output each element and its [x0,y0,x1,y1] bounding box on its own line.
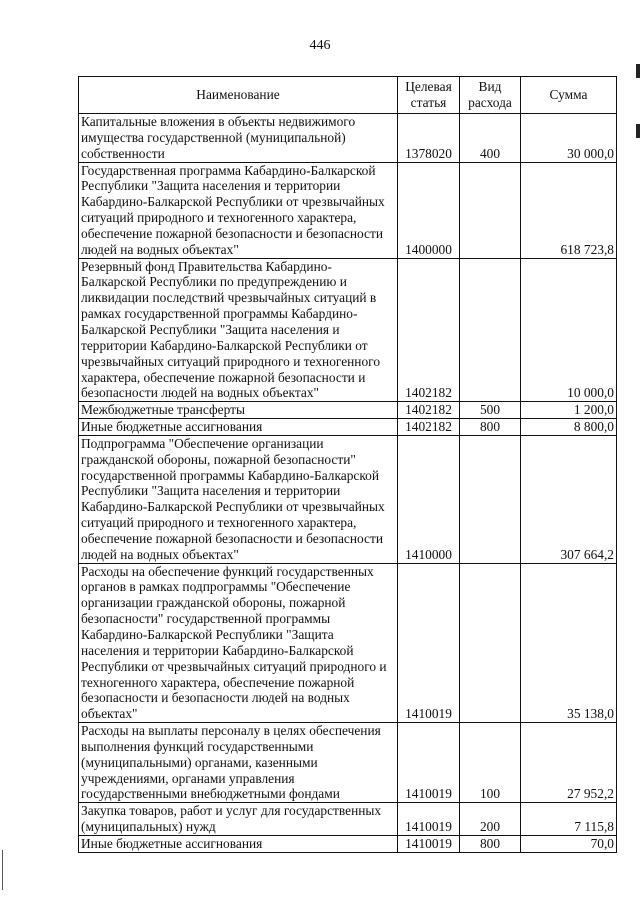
scan-margin-mark [2,850,3,890]
row-sum: 30 000,0 [521,114,617,163]
row-expense-type: 100 [460,723,521,803]
row-name: Подпрограмма "Обеспечение организации гражданской обороны, пожарной безопасности" государственной программы Кабардино-Балкарской Республики "Защита населения и территории Кабардино-Балкарской Республики от чрезвычайных ситуаций природного и техногенного характера, обеспечение пожарной безопасности и безопасности людей на водных объектах" [79,435,398,563]
header-expense-type: Вид расхода [460,77,521,114]
row-sum: 618 723,8 [521,162,617,258]
page-number: 446 [309,38,331,53]
table-row [79,803,617,836]
header-sum: Сумма [521,77,617,114]
table-row [79,563,617,722]
table-row [79,402,617,419]
row-target-article: 1410019 [398,723,460,803]
row-name: Государственная программа Кабардино-Балкарской Республики "Защита населения и территории Кабардино-Балкарской Республики от чрезвычайных ситуаций природного и техногенного характера, обеспечение пожарной безопасности и безопасности людей на водных объектах" [79,162,398,258]
row-target-article: 1410019 [398,563,460,722]
row-sum: 1 200,0 [521,402,617,419]
row-target-article: 1378020 [398,114,460,163]
row-expense-type: 200 [460,803,521,836]
row-sum: 10 000,0 [521,258,617,402]
row-target-article: 1410000 [398,435,460,563]
header-name: Наименование [79,77,398,114]
row-name: Закупка товаров, работ и услуг для государственных (муниципальных) нужд [79,803,398,836]
row-target-article: 1410019 [398,835,460,852]
row-target-article: 1402182 [398,419,460,436]
row-expense-type [460,258,521,402]
row-name: Резервный фонд Правительства Кабардино-Балкарской Республики по предупреждению и ликвидации последствий чрезвычайных ситуаций в рамках государственной программы Кабардино-Балкарской Республики "Защита населения и территории Кабардино-Балкарской Республики от чрезвычайных ситуаций природного и техногенного характера, обеспечение пожарной безопасности и безопасности людей на водных объектах" [79,258,398,402]
row-target-article: 1402182 [398,258,460,402]
row-name: Иные бюджетные ассигнования [79,835,398,852]
table-row [79,114,617,163]
row-expense-type: 800 [460,419,521,436]
table-row [79,419,617,436]
row-target-article: 1410019 [398,803,460,836]
header-target-article: Целевая статья [398,77,460,114]
row-name: Иные бюджетные ассигнования [79,419,398,436]
row-sum: 70,0 [521,835,617,852]
table-header-row [79,77,617,114]
row-sum: 8 800,0 [521,419,617,436]
row-expense-type [460,563,521,722]
table-row [79,258,617,402]
row-name: Расходы на выплаты персоналу в целях обеспечения выполнения функций государственными (муниципальными) органами, казенными учреждениями, органами управления государственными внебюджетными фондами [79,723,398,803]
row-sum: 7 115,8 [521,803,617,836]
row-expense-type [460,162,521,258]
row-target-article: 1400000 [398,162,460,258]
row-name: Межбюджетные трансферты [79,402,398,419]
scan-edge-mark [636,124,640,138]
table-row [79,162,617,258]
table-row [79,835,617,852]
row-name: Капитальные вложения в объекты недвижимого имущества государственной (муниципальной) собственности [79,114,398,163]
row-expense-type: 800 [460,835,521,852]
row-sum: 27 952,2 [521,723,617,803]
row-name: Расходы на обеспечение функций государственных органов в рамках подпрограммы "Обеспечение организации гражданской обороны, пожарной безопасности" государственной программы Кабардино-Балкарской Республики "Защита населения и территории Кабардино-Балкарской Республики от чрезвычайных ситуаций природного и техногенного характера, обеспечение пожарной безопасности и безопасности людей на водных объектах" [79,563,398,722]
row-expense-type: 500 [460,402,521,419]
row-sum: 35 138,0 [521,563,617,722]
table-row [79,435,617,563]
table-row [79,723,617,803]
row-target-article: 1402182 [398,402,460,419]
scan-edge-mark [636,64,640,78]
budget-table [78,76,617,853]
row-sum: 307 664,2 [521,435,617,563]
row-expense-type [460,435,521,563]
table-body [79,114,617,853]
row-expense-type: 400 [460,114,521,163]
